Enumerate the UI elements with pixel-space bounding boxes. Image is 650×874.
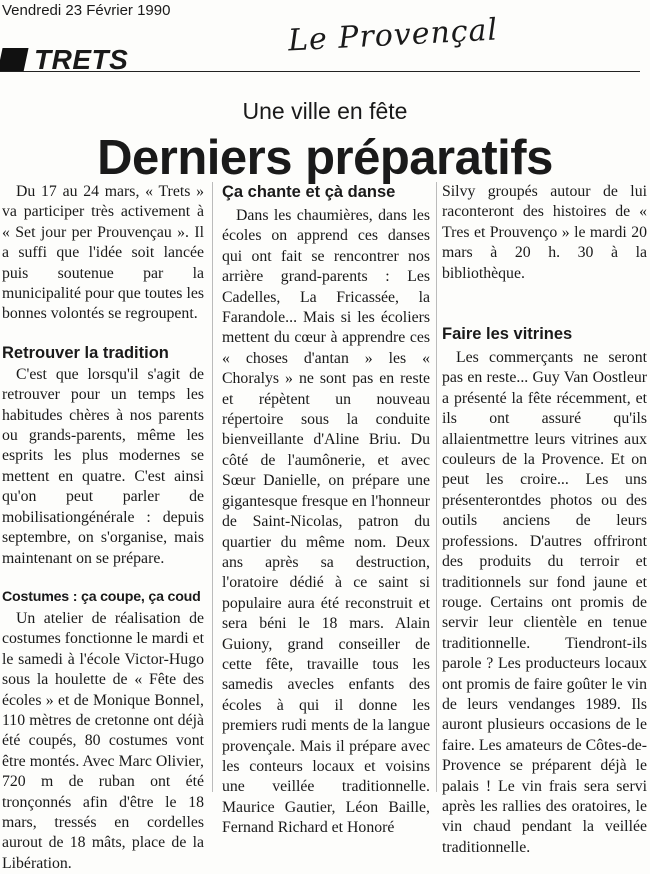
subheading-costumes: Costumes : ça coupe, ça coud (2, 588, 201, 605)
paragraph: Les commerçants ne seront pas en reste... Guy Van Oostleur a présenté la fête récemment, et ils ont assuré qu'ils allaientmettre leurs vitrines aux couleurs de la Provence. Et on peut les croire... Les uns présenterontdes photos ou des outils anciens de leurs professions. D'autres offriront des produits du terroir et traditionnels sur fond jaune et rouge. Certains ont promis de servir leur clientèle en tenue traditionnelle. Tiendront-ils parole ? Les producteurs locaux ont promis de faire goûter le vin de leurs vendanges 1989. Ils auront plusieurs occasions de le faire. Les amateurs de Côtes-de-Provence se préparent déjà le palais ! Le vin frais sera servi après les rallies des oratoires, le vin chaud pendant la veillée traditionnelle. (442, 349, 647, 856)
subheading-vitrines: Faire les vitrines (442, 325, 573, 344)
paragraph: Un atelier de réalisation de costumes fonctionne le mardi et le samedi à l'école Victor-Hugo sous la houlette de « Fête des écoles » et de Monique Bonnel, 110 mètres de cretonne ont déjà été coupés, 80 costumes vont être montés. Avec Marc Olivier, 720 m de ruban ont été tronçonnés afin d'être le 18 mars, tressés en cordelles aurout de 18 mâts, place de la Libération. (2, 609, 204, 872)
paragraph: Silvy groupés autour de lui raconteront des histoires de « Tres et Prouvenço » le mardi 20 mars à 20 h. 30 à la bibliothèque. (442, 183, 647, 282)
column-divider (436, 182, 437, 792)
article-title: Derniers préparatifs (97, 131, 553, 185)
publication-date: Vendredi 23 Février 1990 (2, 2, 171, 19)
section-marker-icon (0, 48, 29, 72)
subheading-tradition: Retrouver la tradition (2, 343, 169, 362)
article-column-2 (222, 182, 430, 839)
column-divider (212, 182, 213, 792)
header-rule (0, 71, 640, 72)
newspaper-name-handwritten: Le Provençal (287, 12, 499, 59)
article-column-1 (2, 182, 204, 874)
subheading-chante: Ça chante et çà danse (222, 183, 396, 201)
paragraph: Du 17 au 24 mars, « Trets » va participer très activement à « Set jour per Prouvençau ». Il a suffi que l'idée soit lancée puis soutenue par la municipalité pour que toutes les bonnes volontés se regroupent. (2, 183, 204, 323)
paragraph: Dans les chaumières, dans les écoles on apprend ces danses qui ont fait se rencontrer nos arrière grand-parents : Les Cadelles, La Fricassée, la Farandole... Mais si les écoliers mettent du cœur à apprendre ces « choses d'antan » les « Choralys » ne sont pas en reste et répètent un nouveau répertoire sous la conduite bienveillante d'Aline Briu. Du côté de l'aumônerie, et avec Sœur Danielle, on prépare une gigantesque fresque en l'honneur de Saint-Nicolas, patron du quartier du même nom. Deux ans après sa destruction, l'oratoire dédié à ce saint si populaire aura été reconstruit et sera béni le 18 mars. Alain Guiony, grand conseiller de cette fête, travaille tous les samedis avecles enfants des écoles à qui il donne les premiers rudi ments de la langue provençale. Mais il prépare avec les conteurs locaux et voisins une veillée traditionnelle. Maurice Gautier, Léon Baille, Fernand Richard et Honoré (222, 207, 430, 837)
paragraph: C'est que lorsqu'il s'agit de retrouver pour un temps les habitudes chères à nos parents ou grands-parents, même les esprits les plus modernes se mettent en quatre. C'est ainsi qu'on peut parler de mobilisationgénérale : depuis septembre, on s'organise, mais maintenant on se prépare. (2, 365, 204, 567)
article-column-3 (442, 182, 647, 858)
article-kicker: Une ville en fête (242, 98, 408, 124)
section-label: TRETS (34, 44, 129, 75)
